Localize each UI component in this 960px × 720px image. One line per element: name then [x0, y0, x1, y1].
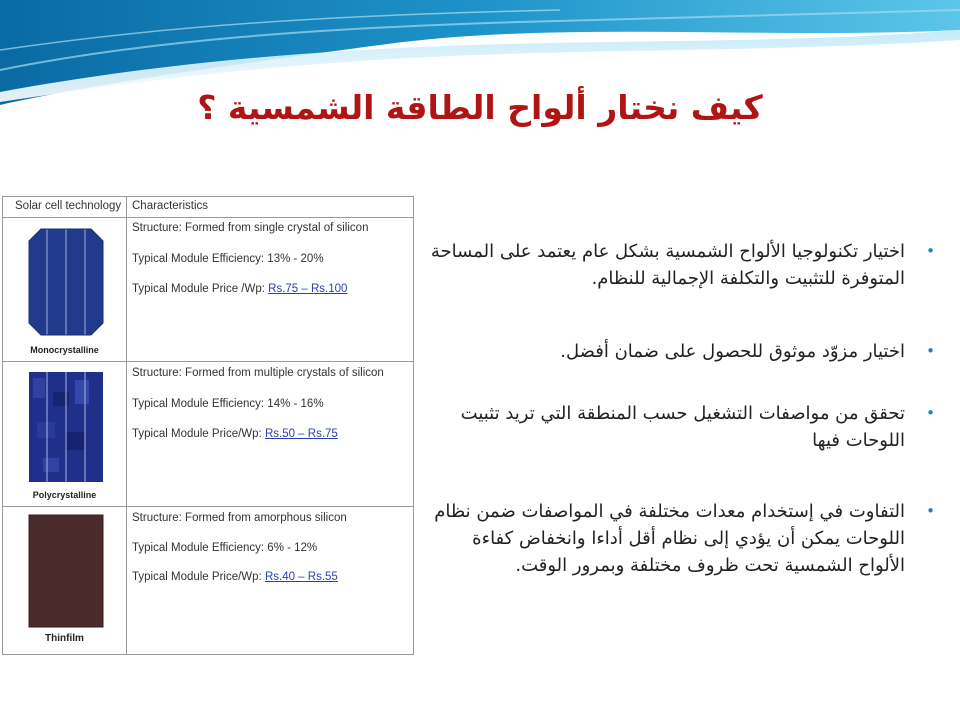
list-item [420, 238, 935, 292]
solar-technology-table [2, 196, 414, 655]
list-item-text: اختيار تكنولوجيا الألواح الشمسية بشكل عام يعتمد على المساحة المتوفرة للتثبيت والتكلفة الإجمالية للنظام. [430, 241, 905, 289]
thinfilm-cell-image [3, 507, 126, 654]
row-structure: Structure: Formed from single crystal of silicon [132, 222, 369, 234]
row-price [132, 571, 338, 583]
bullet-dot-icon: • [926, 242, 935, 260]
table-row [3, 362, 413, 507]
row-efficiency: Typical Module Efficiency: 14% - 16% [132, 398, 324, 410]
header-technology: Solar cell technology [15, 200, 122, 212]
monocrystalline-cell-image [3, 217, 126, 361]
row-efficiency: Typical Module Efficiency: 13% - 20% [132, 253, 324, 265]
row-structure: Structure: Formed from amorphous silicon [132, 512, 347, 524]
polycrystalline-cell-image [3, 362, 126, 506]
table-row [3, 217, 413, 362]
row-price-prefix: Typical Module Price/Wp: [132, 428, 265, 440]
list-item-text: تحقق من مواصفات التشغيل حسب المنطقة التي تريد تثبيت اللوحات فيها [460, 403, 905, 451]
bullet-dot-icon: • [926, 404, 935, 422]
bullet-dot-icon: • [926, 342, 935, 360]
row-price-link[interactable]: Rs.50 – Rs.75 [264, 428, 338, 440]
bullet-dot-icon: • [926, 502, 935, 520]
row-structure: Structure: Formed from multiple crystals of silicon [132, 367, 384, 379]
row-price-prefix: Typical Module Price/Wp: [132, 571, 265, 583]
list-item [420, 400, 935, 454]
row-price-link[interactable]: Rs.40 – Rs.55 [264, 571, 338, 583]
row-efficiency: Typical Module Efficiency: 6% - 12% [132, 542, 318, 554]
list-item-text: التفاوت في إستخدام معدات مختلفة في المواصفات ضمن نظام اللوحات يمكن أن يؤدي إلى نظام أقل أداءا وانخفاض كفاءة الألواح الشمسية تحت ظروف مختلفة وبمرور الوقت. [434, 501, 905, 576]
slide-title: كيف نختار ألواح الطاقة الشمسية ؟ [197, 88, 763, 127]
thinfilm-label: Thinfilm [45, 633, 84, 644]
table-row [3, 507, 413, 654]
table-header [3, 197, 413, 218]
row-price-prefix: Typical Module Price /Wp: [132, 283, 269, 295]
header-characteristics: Characteristics [132, 200, 209, 212]
list-item [420, 498, 935, 579]
row-price-link[interactable]: Rs.75 – Rs.100 [268, 283, 348, 295]
polycrystalline-label: Polycrystalline [32, 490, 97, 500]
list-item [420, 338, 935, 365]
row-price [132, 428, 338, 440]
row-price [132, 283, 347, 295]
monocrystalline-label: Monocrystalline [30, 345, 99, 355]
list-item-text: اختيار مزوّد موثوق للحصول على ضمان أفضل. [560, 341, 905, 362]
